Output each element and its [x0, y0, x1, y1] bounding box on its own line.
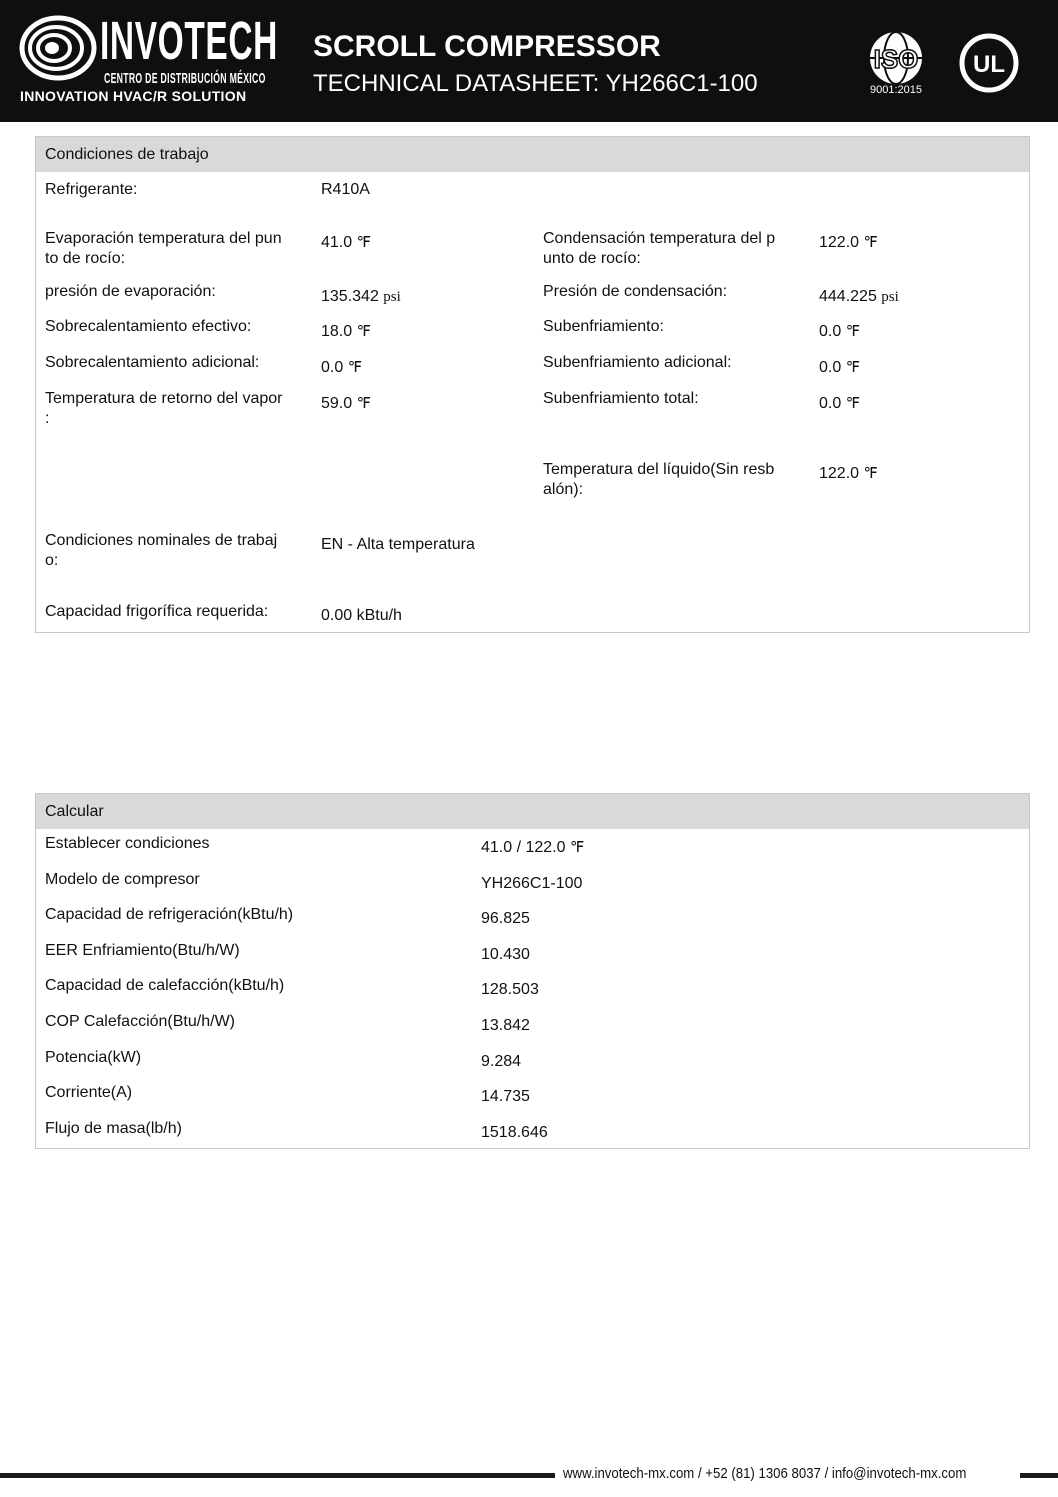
brand-subtitle: CENTRO DE DISTRIBUCIÓN MÉXICO — [104, 70, 266, 87]
calc-row-value: 1518.646 — [481, 1123, 548, 1141]
ul-label: UL — [973, 51, 1005, 78]
effective-superheat-value: 18.0 ℉ — [321, 323, 371, 340]
required-capacity-value: 0.00 kBtu/h — [321, 607, 402, 624]
calculation-panel — [35, 793, 1030, 1149]
evaporation-temp-label: Evaporación temperatura del pun to de rocío: — [45, 230, 282, 267]
nominal-conditions-label: Condiciones nominales de trabaj o: — [45, 532, 278, 569]
footer-contact: www.invotech-mx.com / +52 (81) 1306 8037 / info@invotech-mx.com — [563, 1465, 967, 1482]
ul-certification-icon — [958, 32, 1020, 94]
calculation-heading: Calcular — [36, 794, 1029, 829]
calc-row-value: 41.0 / 122.0 ℉ — [481, 839, 585, 856]
calc-row-value: 10.430 — [481, 945, 530, 963]
additional-subcooling-value: 0.0 ℉ — [819, 359, 860, 376]
required-capacity-label: Capacidad frigorífica requerida: — [45, 603, 269, 620]
footer-divider — [0, 1473, 555, 1478]
calc-row-label: Capacidad de calefacción(kBtu/h) — [45, 977, 285, 995]
vapor-return-temp-label: Temperatura de retorno del vapor : — [45, 390, 283, 427]
header-bar — [0, 0, 1058, 122]
calc-row-label: EER Enfriamiento(Btu/h/W) — [45, 941, 240, 959]
liquid-temp-value: 122.0 ℉ — [819, 465, 878, 482]
document-title: SCROLL COMPRESSOR — [313, 30, 661, 63]
refrigerant-label: Refrigerante: — [45, 181, 138, 198]
total-subcooling-value: 0.0 ℉ — [819, 395, 860, 412]
nominal-conditions-value: EN - Alta temperatura — [321, 536, 475, 553]
iso-label: ISO — [873, 44, 919, 74]
calc-row-value: 96.825 — [481, 910, 530, 928]
evaporation-pressure-value: 135.342 psi — [321, 288, 401, 305]
working-conditions-panel — [35, 136, 1030, 633]
evaporation-pressure-label: presión de evaporación: — [45, 283, 216, 300]
calc-row-label: Potencia(kW) — [45, 1048, 142, 1066]
effective-superheat-label: Sobrecalentamiento efectivo: — [45, 318, 252, 335]
additional-subcooling-label: Subenfriamiento adicional: — [543, 354, 732, 371]
condensation-pressure-value: 444.225 psi — [819, 288, 899, 305]
evaporation-temp-value: 41.0 ℉ — [321, 234, 371, 251]
calc-row-value: 128.503 — [481, 981, 539, 999]
subcooling-value: 0.0 ℉ — [819, 323, 860, 340]
invotech-logo-swirl-icon — [18, 12, 98, 84]
document-subtitle: TECHNICAL DATASHEET: YH266C1-100 — [313, 70, 758, 97]
calc-row-label: COP Calefacción(Btu/h/W) — [45, 1013, 235, 1030]
condensation-temp-value: 122.0 ℉ — [819, 234, 878, 251]
calc-row-label: Establecer condiciones — [45, 835, 210, 852]
calc-row-value: 9.284 — [481, 1052, 522, 1070]
liquid-temp-label: Temperatura del líquido(Sin resb alón): — [543, 461, 775, 498]
brand-tagline: INNOVATION HVAC/R SOLUTION — [20, 88, 247, 104]
vapor-return-temp-value: 59.0 ℉ — [321, 395, 371, 412]
calc-row-value: YH266C1-100 — [481, 874, 583, 892]
brand-name: INVOTECH — [100, 11, 278, 71]
refrigerant-value: R410A — [321, 181, 370, 198]
working-conditions-heading: Condiciones de trabajo — [36, 137, 1029, 172]
subcooling-label: Subenfriamiento: — [543, 318, 664, 335]
footer-divider-right — [1020, 1473, 1058, 1478]
calc-row-label: Corriente(A) — [45, 1084, 133, 1102]
iso-year: 9001:2015 — [870, 84, 922, 96]
condensation-temp-label: Condensación temperatura del p unto de rocío: — [543, 230, 776, 267]
calc-row-label: Modelo de compresor — [45, 870, 200, 888]
iso-certification-icon — [862, 30, 930, 96]
calc-row-label: Flujo de masa(lb/h) — [45, 1119, 182, 1137]
additional-superheat-label: Sobrecalentamiento adicional: — [45, 354, 260, 371]
calc-row-value: 14.735 — [481, 1088, 530, 1106]
total-subcooling-label: Subenfriamiento total: — [543, 390, 699, 407]
additional-superheat-value: 0.0 ℉ — [321, 359, 362, 376]
calc-row-label: Capacidad de refrigeración(kBtu/h) — [45, 906, 294, 924]
calc-row-value: 13.842 — [481, 1017, 530, 1034]
condensation-pressure-label: Presión de condensación: — [543, 283, 728, 300]
